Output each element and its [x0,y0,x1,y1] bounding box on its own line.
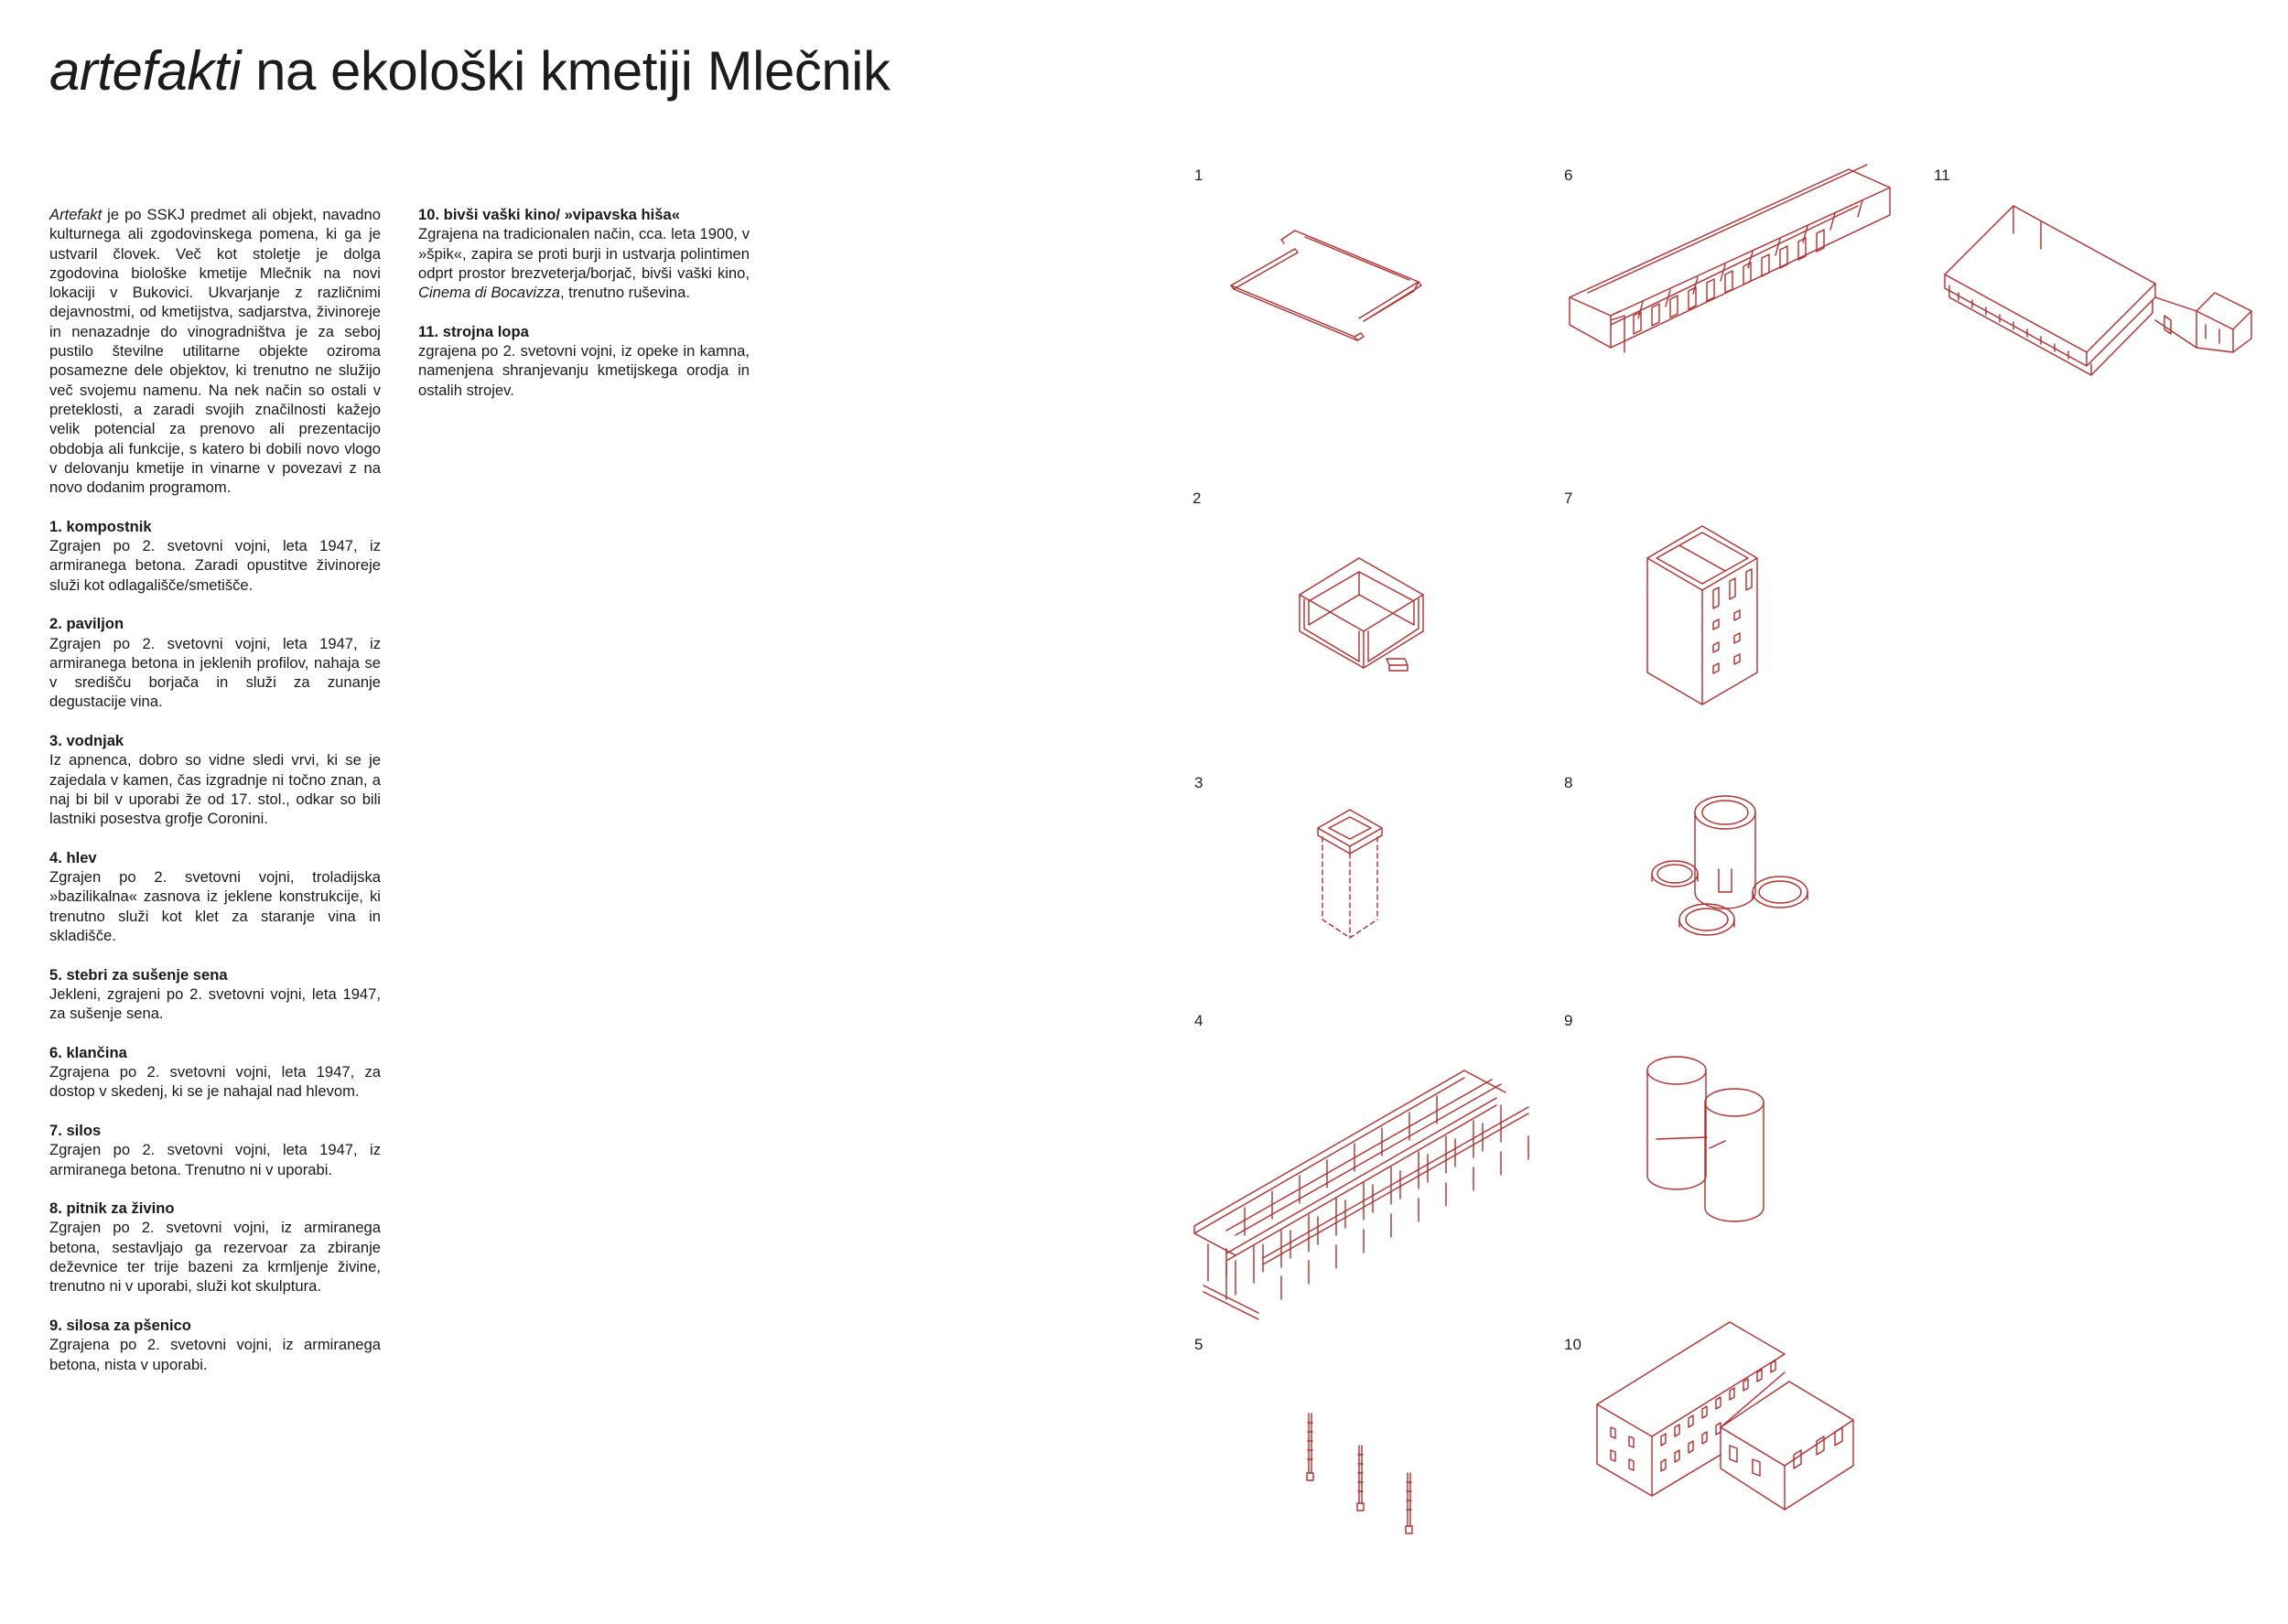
intro-paragraph [49,205,381,497]
drawing-kino [1592,1317,1867,1519]
entry-text: Iz apnenca, dobro so vidne sledi vrvi, ki se je zajedala v kamen, čas izgradnje ni točno znan, a naj bi bil v uporabi že od 17. stol., odkar so bili lastniki posestva grofje Coronini. [49,751,381,828]
entry-11 [418,322,750,400]
drawing-vodnjak [1309,801,1391,947]
entry-text: Zgrajena po 2. svetovni vojni, leta 1947, za dostop v skedenj, ki se je nahajal nad hlevom. [49,1063,381,1101]
entry-text: Jekleni, zgrajeni po 2. svetovni vojni, leta 1947, za sušenje sena. [49,984,381,1023]
drawing-number-7: 7 [1564,489,1573,507]
drawing-number-9: 9 [1564,1012,1573,1029]
title-rest: na ekološki kmetiji Mlečnik [240,40,890,102]
entry-heading: 9. silosa za pšenico [49,1316,191,1334]
entry-text: Zgrajen po 2. svetovni vojni, leta 1947, iz armiranega betona. Trenutno ni v uporabi. [49,1141,381,1178]
drawing-hlev [1190,1052,1538,1308]
drawing-silos [1638,522,1775,714]
drawing-klancina [1556,165,1913,384]
entry-heading: 5. stebri za sušenje sena [49,965,228,984]
entry-text: Zgrajen po 2. svetovni vojni, iz armiranega betona, sestavljajo ga rezervoar za zbiranje deževnice ter trije bazeni za krmljenje živine, trenutno ni v uporabi, služi kot skulptura. [49,1219,381,1296]
drawing-number-6: 6 [1564,167,1573,184]
page-title [49,37,890,106]
drawing-number-3: 3 [1194,774,1203,791]
drawing-number-1: 1 [1194,167,1203,184]
text-column-right [418,205,750,419]
entry-4 [49,848,381,945]
entry-heading: 2. paviljon [49,615,124,633]
entry-heading: 7. silos [49,1121,102,1139]
drawing-silosa [1638,1048,1785,1231]
entry-3 [49,731,381,828]
title-italic: artefakti [49,40,241,102]
cinema-name: Cinema di Bocavizza [418,284,560,302]
drawing-number-2: 2 [1193,489,1202,507]
intro-term: Artefakt [49,206,103,223]
drawing-number-4: 4 [1194,1012,1203,1029]
entry-text: Zgrajen po 2. svetovni vojni, leta 1947, iz armiranega betona in jeklenih profilov, nahaja se v središču borjača in služi za zunanje degustacije vina. [49,634,381,711]
entry-2 [49,614,381,711]
entry-heading: 8. pitnik za živino [49,1199,175,1218]
entry-heading: 11. strojna lopa [418,322,529,340]
drawing-number-11: 11 [1934,167,1950,184]
entry-heading: 10. bivši vaški kino/ »vipavska hiša« [418,206,680,223]
entry-text: zgrajena po 2. svetovni vojni, iz opeke in kamna, namenjena shranjevanju kmetijskega orodja in ostalih strojev. [418,342,750,399]
drawing-pitnik [1647,787,1821,952]
drawing-number-8: 8 [1564,774,1573,791]
entry-text: Zgrajena po 2. svetovni vojni, iz armiranega betona, nista v uporabi. [49,1336,381,1373]
entry-text-part: , trenutno ruševina. [559,284,691,302]
entry-text-part: Zgrajena na tradicionalen način, cca. leta 1900, v »špik«, zapira se proti burji in ustvarja polintimen odprt prostor brezveterja/borjač, bivši vaški kino, [418,225,750,282]
entry-10 [418,205,750,302]
drawing-kompostnik [1226,220,1437,357]
entry-heading: 3. vodnjak [49,732,124,750]
entry-heading: 1. kompostnik [49,517,152,535]
entry-heading: 4. hlev [49,848,97,866]
entry-6 [49,1043,381,1102]
drawing-stebri [1290,1404,1428,1542]
entry-text [418,224,750,302]
entry-text: Zgrajen po 2. svetovni vojni, leta 1947, iz armiranega betona. Zaradi opustitve živinoreje služi kot odlagališče/smetišče. [49,537,381,594]
drawing-strojna-lopa [1931,201,2270,384]
text-column-left [49,205,381,1393]
entry-8 [49,1199,381,1296]
drawing-number-10: 10 [1564,1336,1581,1353]
entry-9 [49,1316,381,1374]
entry-7 [49,1121,381,1179]
entry-5 [49,965,381,1024]
drawing-paviljon [1290,554,1428,691]
entry-text: Zgrajen po 2. svetovni vojni, troladijska »bazilikalna« zasnova iz jeklene konstrukcije, ki trenutno služi kot klet za staranje vina in skladišče. [49,868,381,944]
entry-1 [49,517,381,595]
intro-text: je po SSKJ predmet ali objekt, navadno kulturnega ali zgodovinskega pomena, ki ga je ustvaril človek. Več kot stoletje je dolga zgodovina biološke kmetije Mlečnik na novi lokaciji v Bukovici. Ukvarjanje z različnimi dejavnostmi, od kmetijstva, sadjarstva, živinoreje in nenazadnje do vinogradništva je za seboj pustilo številne utilitarne objekte oziroma posamezne dele objektov, ki trenutno ne služijo več svojemu namenu. Na nek način so ostali v preteklosti, a zaradi svojih značilnosti kažejo velik potencial za prenovo ali prezentacijo obdobja ali funkcije, s katero bi dobili novo vlogo v delovanju kmetije in vinarne v povezavi z na novo dodanim programom. [49,206,381,497]
entry-heading: 6. klančina [49,1043,127,1061]
drawing-number-5: 5 [1194,1336,1203,1353]
